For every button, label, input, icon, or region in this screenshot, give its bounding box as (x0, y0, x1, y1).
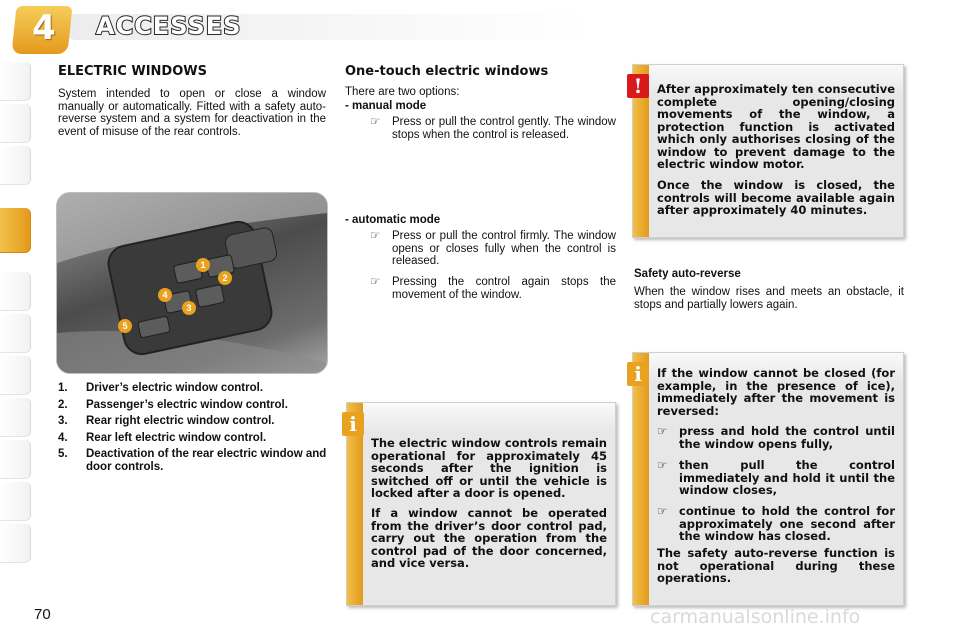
pointing-hand-icon: ☞ (657, 504, 668, 518)
chapter-tab[interactable] (0, 524, 31, 563)
info-bullet (657, 505, 895, 543)
callout-label: 2 (222, 273, 228, 283)
chapter-tab[interactable] (0, 314, 31, 353)
info-box-controls-timeout (346, 402, 616, 606)
chapter-tab-strip (0, 62, 34, 582)
chapter-tab[interactable] (0, 482, 31, 521)
info-footer: The safety auto-reverse function is not operational during these operations. (657, 546, 895, 585)
safety-title: Safety auto-reverse (634, 268, 741, 280)
list-item (58, 415, 328, 428)
pointing-hand-icon: ☞ (370, 276, 381, 288)
chapter-tab-active[interactable] (0, 208, 31, 253)
info-box-ice (632, 352, 904, 606)
list-number: 3. (58, 415, 68, 427)
bullet-text: Pressing the control again stops the movement of the window. (392, 276, 616, 301)
safety-text: When the window rises and meets an obstacle, it stops and partially lowers again. (634, 286, 904, 311)
pointing-hand-icon: ☞ (370, 230, 381, 242)
chapter-tab[interactable] (0, 272, 31, 311)
warning-paragraph: Once the window is closed, the controls will become available again after approximately 40 minutes. (657, 178, 895, 217)
callout-label: 5 (122, 321, 128, 331)
chapter-tab[interactable] (0, 356, 31, 395)
pointing-hand-icon: ☞ (657, 424, 668, 438)
section-title-one-touch: One-touch electric windows (345, 64, 549, 79)
automatic-mode-label: - automatic mode (345, 214, 441, 226)
controls-legend-list (58, 382, 328, 477)
box-header-fade (363, 403, 615, 433)
list-number: 2. (58, 398, 68, 411)
list-text: Rear right electric window control. (86, 415, 275, 427)
chapter-tab[interactable] (0, 440, 31, 479)
section-title-electric-windows: ELECTRIC WINDOWS (58, 64, 207, 79)
bullet-text: press and hold the control until the window opens fully, (679, 424, 895, 451)
list-text: Deactivation of the rear electric window and door controls. (86, 448, 327, 473)
box-accent-stripe (633, 353, 649, 605)
list-item (58, 432, 328, 445)
watermark: carmanualsonline.info (650, 606, 861, 628)
warning-paragraph: After approximately ten consecutive complete opening/closing movements of the window, a protection function is activated which only authorises closing of the window to prevent damage to the electric window motor. (657, 82, 895, 171)
chapter-tab[interactable] (0, 104, 31, 143)
manual-mode-label: - manual mode (345, 100, 427, 112)
automatic-mode-bullet (370, 230, 616, 268)
chapter-tab[interactable] (0, 398, 31, 437)
info-icon: i (627, 362, 649, 386)
list-number: 4. (58, 431, 68, 444)
chapter-number: 4 (32, 8, 56, 48)
page-title: ACCESSES (96, 12, 242, 40)
warning-icon: ! (627, 74, 649, 98)
chapter-tab[interactable] (0, 146, 31, 185)
list-text: Rear left electric window control. (86, 431, 267, 444)
bullet-text: Press or pull the control gently. The window stops when the control is released. (392, 116, 616, 141)
pointing-hand-icon: ☞ (370, 116, 381, 128)
bullet-text: Press or pull the control firmly. The window opens or closes fully when the control is released. (392, 230, 616, 267)
pointing-hand-icon: ☞ (657, 458, 668, 472)
info-bullet (657, 425, 895, 450)
list-text: Driver’s electric window control. (86, 382, 264, 394)
info-bullet (657, 459, 895, 497)
warning-box-protection (632, 64, 904, 238)
list-item (58, 382, 328, 395)
list-item (58, 448, 328, 473)
callout-label: 1 (200, 260, 206, 270)
info-intro: If the window cannot be closed (for example, in the presence of ice), immediately after the movement is reversed: (657, 366, 895, 418)
list-number: 1. (58, 382, 68, 394)
info-paragraph: The electric window controls remain operational for approximately 45 seconds after the ignition is switched off or until the vehicle is locked after a door is opened. (371, 436, 607, 500)
list-number: 5. (58, 448, 68, 460)
callout-label: 4 (162, 290, 168, 300)
door-panel-illustration (57, 193, 327, 373)
callout-label: 3 (186, 303, 192, 313)
chapter-tab[interactable] (0, 62, 31, 101)
list-text: Passenger’s electric window control. (86, 398, 288, 411)
info-paragraph: If a window cannot be operated from the driver’s door control pad, carry out the operation from the control pad of the door concerned, and vice versa. (371, 506, 607, 570)
list-item (58, 399, 328, 412)
info-icon: i (342, 412, 364, 436)
automatic-mode-bullet (370, 276, 616, 301)
window-controls-photo (56, 192, 328, 374)
options-intro: There are two options: (345, 86, 460, 98)
intro-paragraph: System intended to open or close a window manually or automatically. Fitted with a safety auto-reverse system and a system for deactivation in the event of misuse of the rear controls. (58, 88, 326, 138)
bullet-text: continue to hold the control for approximately one second after the window has closed. (679, 504, 895, 543)
bullet-text: then pull the control immediately and hold it until the window closes, (679, 458, 895, 497)
manual-mode-bullet (370, 116, 616, 141)
page-number: 70 (34, 606, 51, 623)
